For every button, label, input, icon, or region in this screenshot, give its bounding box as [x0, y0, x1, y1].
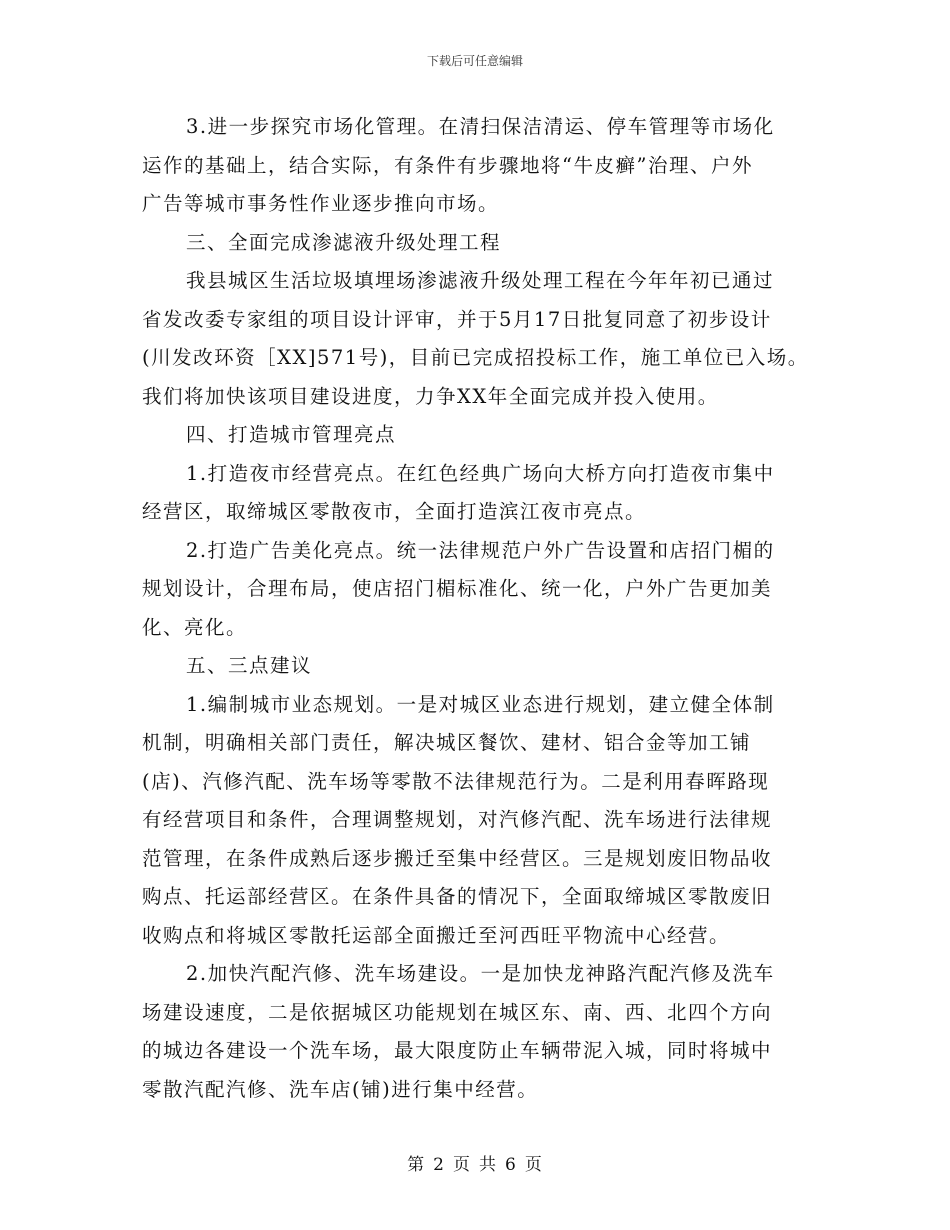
text-line: 我县城区生活垃圾填埋场渗滤液升级处理工程在今年年初已通过 [186, 269, 775, 292]
text-line: 2.打造广告美化亮点。统一法律规范户外广告设置和店招门楣的 [186, 538, 775, 562]
page-header: 下载后可任意编辑 [426, 54, 523, 68]
text-line: (店)、汽修汽配、洗车场等零散不法律规范行为。二是利用春晖路现 [142, 769, 770, 793]
text-line: 广告等城市事务性作业逐步推向市场。 [142, 192, 500, 215]
document-body [142, 108, 812, 1109]
page-footer [0, 1150, 950, 1175]
text-line: 1.编制城市业态规划。一是对城区业态进行规划，建立健全体制 [186, 692, 775, 716]
text-line: 有经营项目和条件，合理调整规划，对汽修汽配、洗车场进行法律规 [142, 808, 773, 831]
text-line: 范管理，在条件成熟后逐步搬迁至集中经营区。三是规划废旧物品收 [142, 846, 773, 870]
text-line: 经营区，取缔城区零散夜市，全面打造滨江夜市亮点。 [142, 500, 647, 523]
text-line: 运作的基础上，结合实际，有条件有步骤地将“牛皮癣”治理、户外 [142, 153, 753, 177]
text-line: 化、亮化。 [142, 615, 248, 639]
text-line: 3.进一步探究市场化管理。在清扫保洁清运、停车管理等市场化 [186, 115, 775, 138]
footer-prefix: 第 [407, 1155, 426, 1175]
text-line: 我们将加快该项目建设进度，力争XX年全面完成并投入使用。 [142, 384, 719, 408]
text-line: 收购点和将城区零散托运部全面搬迁至河西旺平物流中心经营。 [142, 923, 731, 947]
text-line: (川发改环资［XX]571号)，目前已完成招投标工作，施工单位已入场。 [142, 346, 809, 369]
text-line: 2.加快汽配汽修、洗车场建设。一是加快龙神路汽配汽修及洗车 [186, 962, 775, 985]
text-line: 场建设速度，二是依据城区功能规划在城区东、南、西、北四个方向 [142, 1000, 773, 1024]
text-line: 规划设计，合理布局，使店招门楣标准化、统一化，户外广告更加美 [142, 577, 773, 600]
text-line: 零散汽配汽修、洗车店(铺)进行集中经营。 [142, 1077, 539, 1101]
text-line: 五、三点建议 [186, 654, 313, 677]
footer-page-word: 页 [453, 1155, 471, 1175]
footer-total-pages: 6 [505, 1155, 517, 1175]
footer-total-word: 共 [479, 1155, 497, 1175]
footer-current-page: 2 [433, 1155, 445, 1175]
text-line: 四、打造城市管理亮点 [186, 423, 397, 446]
footer-suffix: 页 [524, 1155, 543, 1175]
text-line: 购点、托运部经营区。在条件具备的情况下，全面取缔城区零散废旧 [142, 885, 773, 908]
text-line: 机制，明确相关部门责任，解决城区餐饮、建材、铝合金等加工铺 [142, 731, 752, 754]
text-line: 三、全面完成渗滤液升级处理工程 [186, 230, 502, 254]
text-line: 的城边各建设一个洗车场，最大限度防止车辆带泥入城，同时将城中 [142, 1039, 773, 1062]
text-line: 1.打造夜市经营亮点。在红色经典广场向大桥方向打造夜市集中 [186, 461, 775, 485]
text-line: 省发改委专家组的项目设计评审，并于5月17日批复同意了初步设计 [142, 307, 772, 331]
